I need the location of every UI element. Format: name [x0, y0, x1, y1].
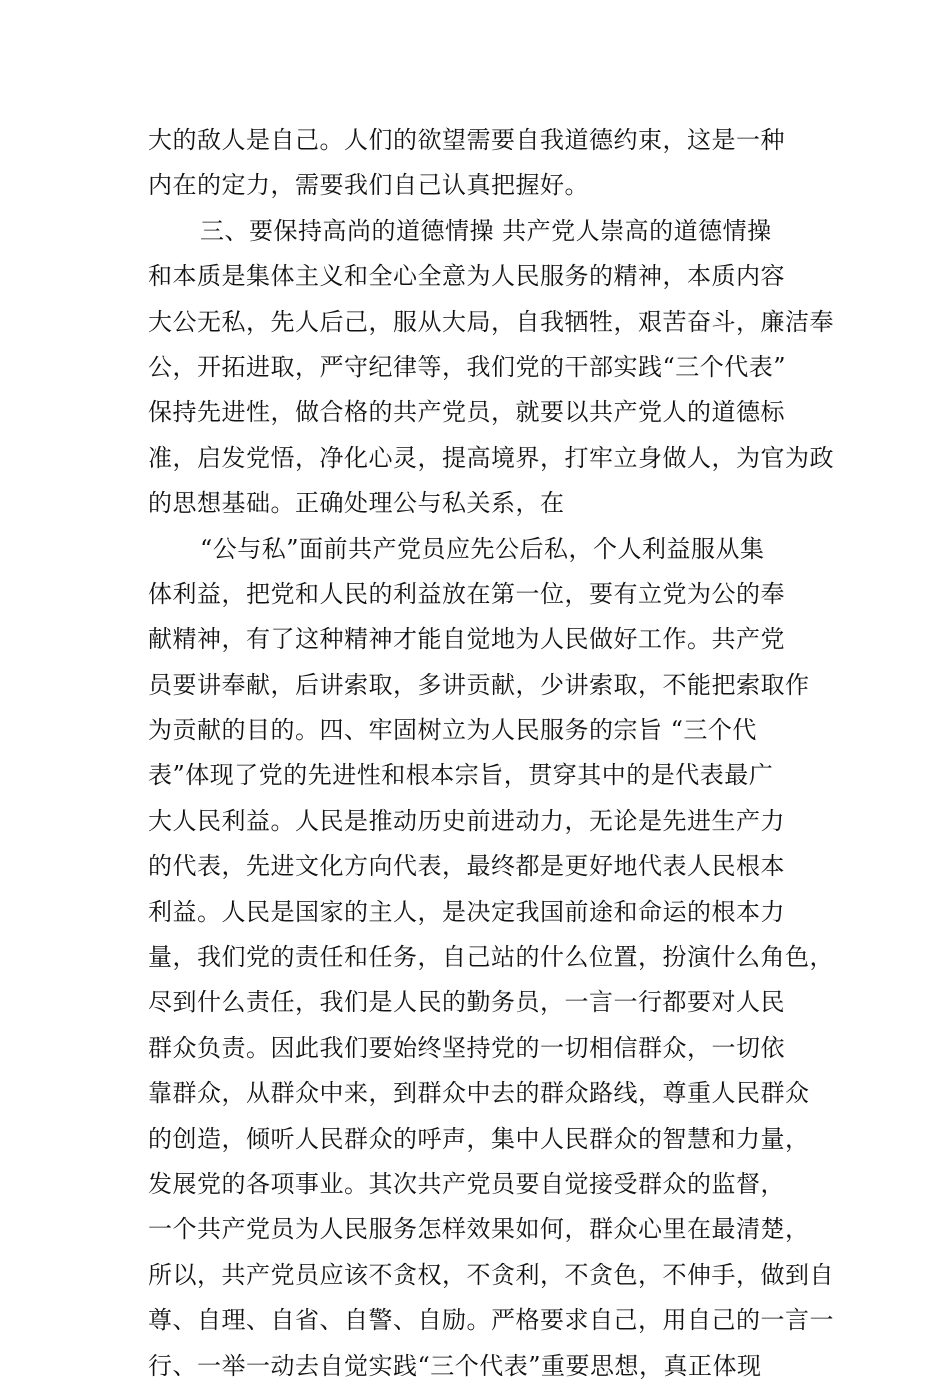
text-line: 为贡献的目的。四、牢固树立为人民服务的宗旨 “三个代 [148, 716, 757, 745]
text-line: 量，我们党的责任和任务，自己站的什么位置，扮演什么角色， [148, 943, 834, 972]
text-line: 体利益，把党和人民的利益放在第一位，要有立党为公的奉 [148, 579, 785, 608]
text-line: 三、要保持高尚的道德情操 共产党人崇高的道德情操 [200, 216, 772, 245]
text-line: 靠群众，从群众中来，到群众中去的群众路线，尊重人民群众 [148, 1079, 810, 1108]
text-line: 大人民利益。人民是推动历史前进动力，无论是先进生产力 [148, 806, 785, 835]
text-line: 所以，共产党员应该不贪权，不贪利，不贪色，不伸手，做到自 [148, 1260, 834, 1289]
text-line: 尽到什么责任，我们是人民的勤务员，一言一行都要对人民 [148, 988, 785, 1017]
text-line: 献精神，有了这种精神才能自觉地为人民做好工作。共产党 [148, 625, 785, 654]
text-line: 尊、自理、自省、自警、自励。严格要求自己，用自己的一言一 [148, 1306, 834, 1335]
text-line: 和本质是集体主义和全心全意为人民服务的精神，本质内容 [148, 262, 785, 291]
text-line: 员要讲奉献，后讲索取，多讲贡献，少讲索取，不能把索取作 [148, 670, 810, 699]
text-line: 行、一举一动去自觉实践“三个代表”重要思想，真正体现 [148, 1351, 762, 1380]
text-line: 利益。人民是国家的主人，是决定我国前途和命运的根本力 [148, 897, 785, 926]
text-line: 准，启发党悟，净化心灵，提高境界，打牢立身做人，为官为政 [148, 443, 834, 472]
text-line: 大的敌人是自己。人们的欲望需要自我道德约束，这是一种 [148, 126, 785, 154]
text-line: 的思想基础。正确处理公与私关系，在 [148, 489, 565, 518]
text-line: 大公无私，先人后己，服从大局，自我牺牲，艰苦奋斗，廉洁奉 [148, 307, 834, 336]
text-line: 公，开拓进取，严守纪律等，我们党的干部实践“三个代表” [148, 352, 787, 381]
text-line: 表”体现了党的先进性和根本宗旨，贯穿其中的是代表最广 [148, 761, 774, 790]
text-line: 内在的定力，需要我们自己认真把握好。 [148, 171, 589, 200]
text-line: 的创造，倾听人民群众的呼声，集中人民群众的智慧和力量， [148, 1124, 810, 1153]
text-line: 保持先进性，做合格的共产党员，就要以共产党人的道德标 [148, 398, 785, 427]
text-line: “公与私”面前共产党员应先公后私，个人利益服从集 [200, 534, 765, 563]
text-line: 群众负责。因此我们要始终坚持党的一切相信群众，一切依 [148, 1033, 785, 1062]
text-line: 一个共产党员为人民服务怎样效果如何，群众心里在最清楚， [148, 1215, 810, 1244]
text-line: 的代表，先进文化方向代表，最终都是更好地代表人民根本 [148, 852, 785, 881]
document-body [148, 118, 834, 1389]
text-line: 发展党的各项事业。其次共产党员要自觉接受群众的监督， [148, 1169, 785, 1198]
